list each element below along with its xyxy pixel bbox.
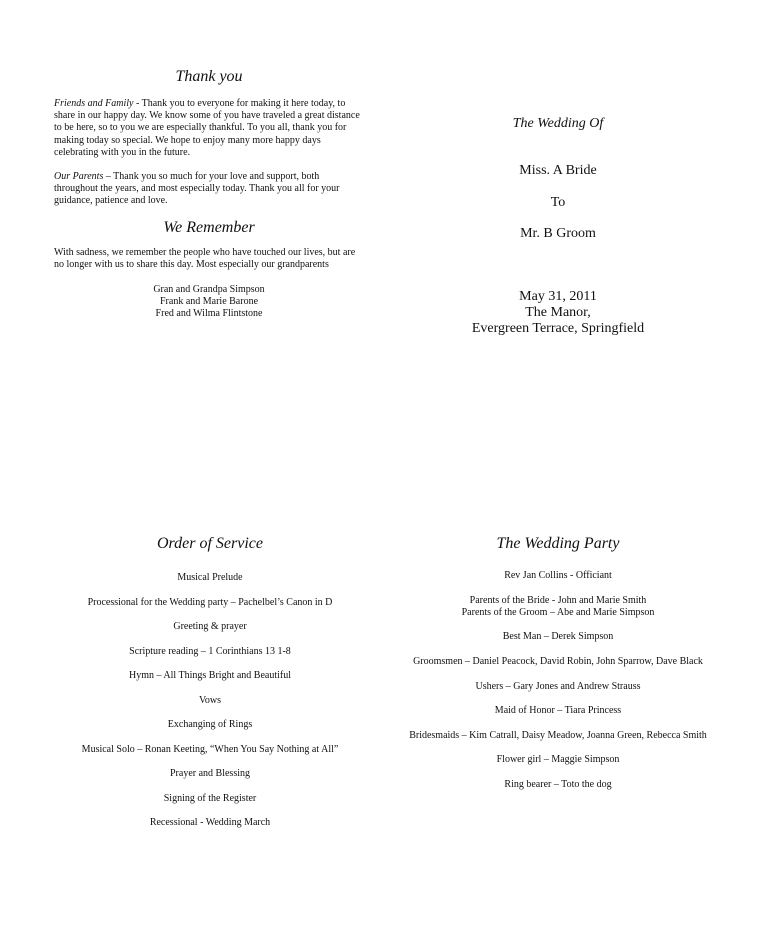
service-item: Recessional - Wedding March [149, 817, 271, 828]
ushers: Ushers – Gary Jones and Andrew Strauss [475, 681, 641, 692]
service-item: Scripture reading – 1 Corinthians 13 1-8 [129, 646, 291, 657]
grandparents-name: Fred and Wilma Flintstone [155, 308, 263, 320]
service-item: Musical Solo – Ronan Keeting, “When You Say Nothing at All” [81, 744, 339, 755]
maid-of-honor: Maid of Honor – Tiara Princess [494, 705, 622, 716]
grandparents-name: Frank and Marie Barone [159, 296, 259, 308]
service-item: Musical Prelude [177, 572, 243, 583]
wedding-of-heading: The Wedding Of [512, 116, 604, 131]
venue: The Manor, [525, 305, 591, 320]
wedding-date: May 31, 2011 [519, 289, 597, 304]
wedding-party-panel [388, 0, 728, 932]
flower-girl: Flower girl – Maggie Simpson [496, 754, 620, 765]
service-item: Greeting & prayer [173, 621, 247, 632]
service-item: Prayer and Blessing [170, 768, 250, 779]
order-of-service-panel [20, 0, 400, 932]
order-of-service-heading: Order of Service [156, 535, 264, 552]
friends-label: Friends and Family [54, 98, 134, 109]
groom-name: Mr. B Groom [520, 226, 596, 241]
friends-text: - Thank you to everyone for making it here today, to share in our happy day. We know some of you have traveled a great distance to be here, so to you we are especially thankful. To you all, thank you for making today so special. We hope to enjoy many more happy days celebrating with you in the future. [54, 98, 360, 158]
bride-name: Miss. A Bride [519, 163, 597, 178]
service-item: Exchanging of Rings [167, 719, 253, 730]
remember-text: With sadness, we remember the people who have touched our lives, but are no longer with us to share this day. Most especially our grandparents [54, 246, 356, 270]
service-item: Hymn – All Things Bright and Beautiful [128, 670, 292, 681]
thank-you-heading: Thank you [175, 68, 243, 85]
groomsmen: Groomsmen – Daniel Peacock, David Robin, John Sparrow, Dave Black [413, 656, 703, 667]
parents-text: – Thank you so much for your love and support, both throughout the years, and most especially today. Thank you all for your guidance, patience and love. [54, 171, 340, 207]
grandparents-name: Gran and Grandpa Simpson [153, 284, 265, 296]
to-label: To [550, 195, 566, 210]
best-man: Best Man – Derek Simpson [502, 631, 614, 642]
bridesmaids: Bridesmaids – Kim Catrall, Daisy Meadow, Joanna Green, Rebecca Smith [409, 730, 707, 741]
parents-of-groom: Parents of the Groom – Abe and Marie Simpson [461, 607, 655, 618]
parents-label: Our Parents [54, 171, 104, 183]
service-item: Processional for the Wedding party – Pachelbel’s Canon in D [87, 597, 333, 608]
parents-of-bride: Parents of the Bride - John and Marie Smith [469, 595, 647, 606]
ring-bearer: Ring bearer – Toto the dog [504, 779, 612, 790]
service-item: Vows [198, 695, 222, 706]
wedding-party-heading: The Wedding Party [496, 535, 620, 552]
service-item: Signing of the Register [163, 793, 257, 804]
we-remember-heading: We Remember [163, 218, 255, 236]
venue-address: Evergreen Terrace, Springfield [471, 321, 645, 336]
officiant: Rev Jan Collins - Officiant [504, 570, 612, 581]
